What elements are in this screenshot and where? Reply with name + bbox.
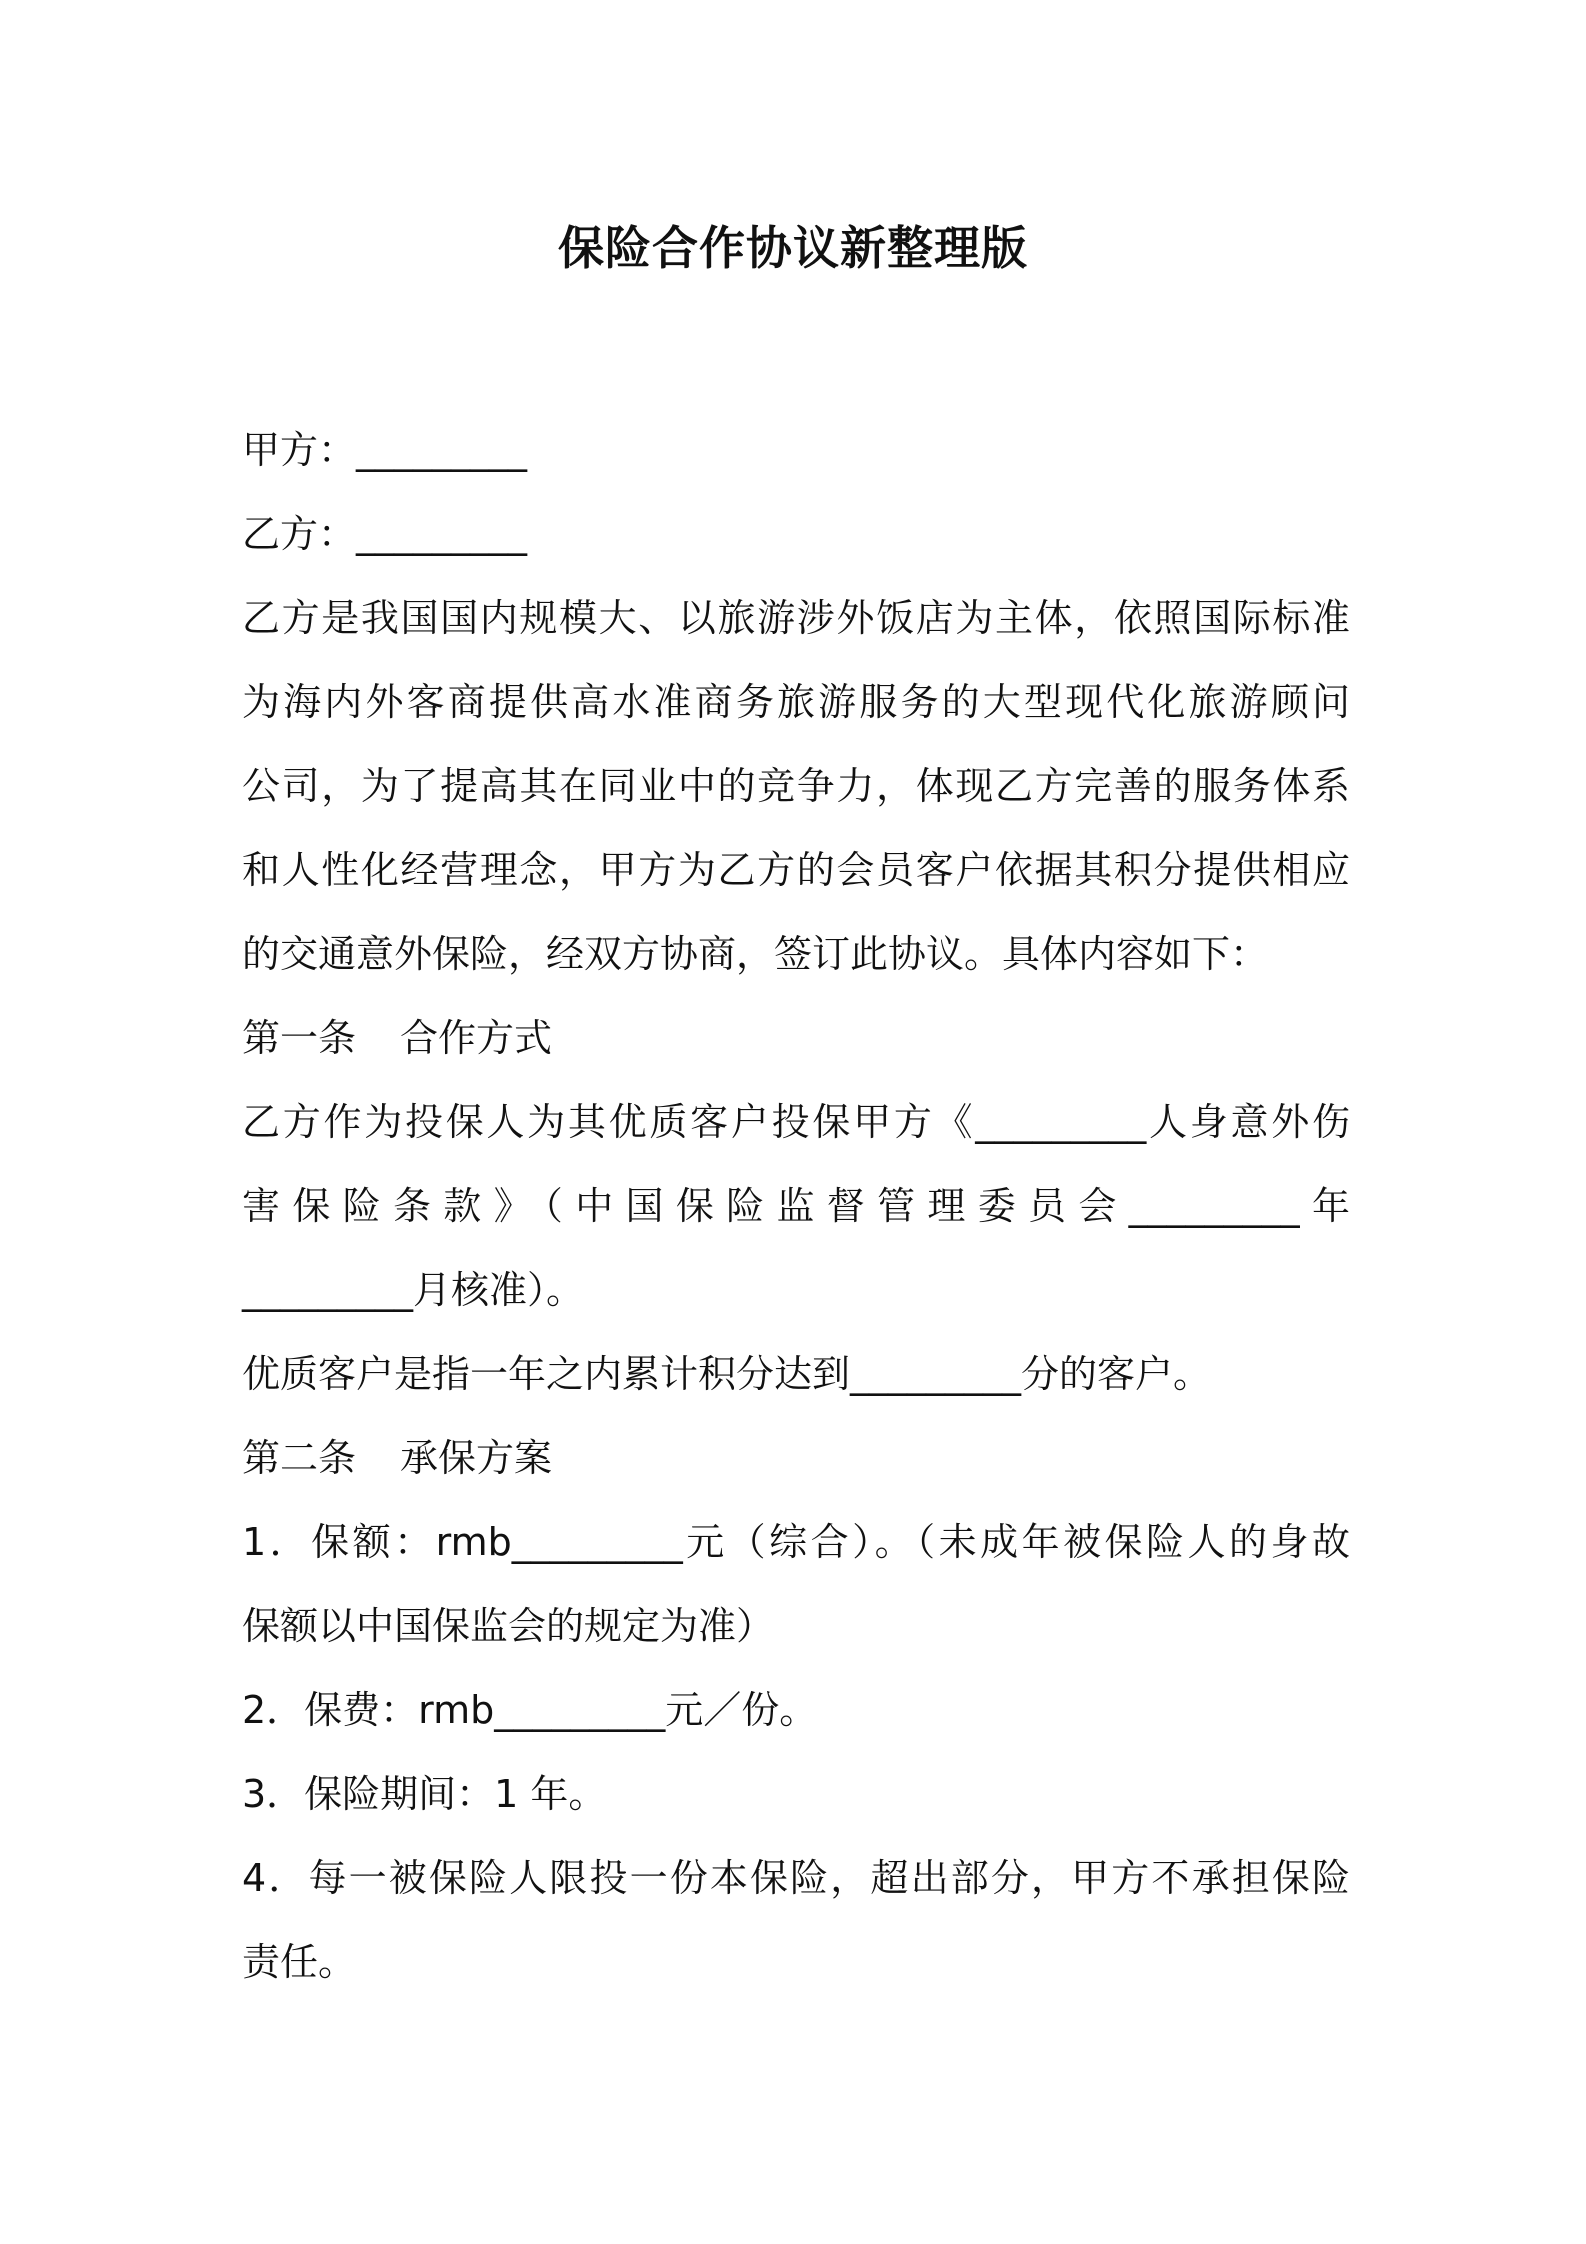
article-1-heading [242,996,1350,1080]
coverage-amount-line-1: 1．保额：rmb_________元（综合）。（未成年被保险人的身故 [242,1520,1350,1564]
article-2-heading [242,1416,1350,1500]
article-2-number: 第二条 [242,1436,357,1480]
intro-paragraph-line-3: 公司，为了提高其在同业中的竞争力，体现乙方完善的服务体系 [242,764,1350,808]
article-1-line-2: 害保险条款》（中国保险监督管理委员会_________年 [242,1184,1350,1228]
article-1-number: 第一条 [242,1016,357,1060]
premium-line: 2．保费：rmb_________元／份。 [242,1688,818,1732]
intro-paragraph-line-1: 乙方是我国国内规模大、以旅游涉外饭店为主体，依照国际标准 [242,596,1350,640]
document-title: 保险合作协议新整理版 [558,221,1028,275]
intro-paragraph-line-5: 的交通意外保险，经双方协商，签订此协议。具体内容如下： [242,932,1269,976]
document-body [242,408,1350,2004]
party-a-line: 甲方：_________ [242,428,528,472]
intro-paragraph-line-2: 为海内外客商提供高水准商务旅游服务的大型现代化旅游顾问 [242,680,1350,724]
intro-paragraph-line-4: 和人性化经营理念，甲方为乙方的会员客户依据其积分提供相应 [242,848,1350,892]
article-1-line-3: _________月核准）。 [242,1268,585,1312]
policy-limit-line-1: 4．每一被保险人限投一份本保险，超出部分，甲方不承担保险 [242,1856,1350,1900]
article-1-name: 合作方式 [400,1016,553,1060]
premium-customer-definition: 优质客户是指一年之内累计积分达到_________分的客户。 [242,1352,1212,1396]
article-1-line-1: 乙方作为投保人为其优质客户投保甲方《_________人身意外伤 [242,1100,1350,1144]
coverage-amount-line-2: 保额以中国保监会的规定为准） [242,1604,775,1648]
insurance-period-line: 3．保险期间：1 年。 [242,1772,607,1816]
article-2-name: 承保方案 [400,1436,553,1480]
party-b-line: 乙方：_________ [242,512,528,556]
policy-limit-line-2: 责任。 [242,1940,357,1984]
